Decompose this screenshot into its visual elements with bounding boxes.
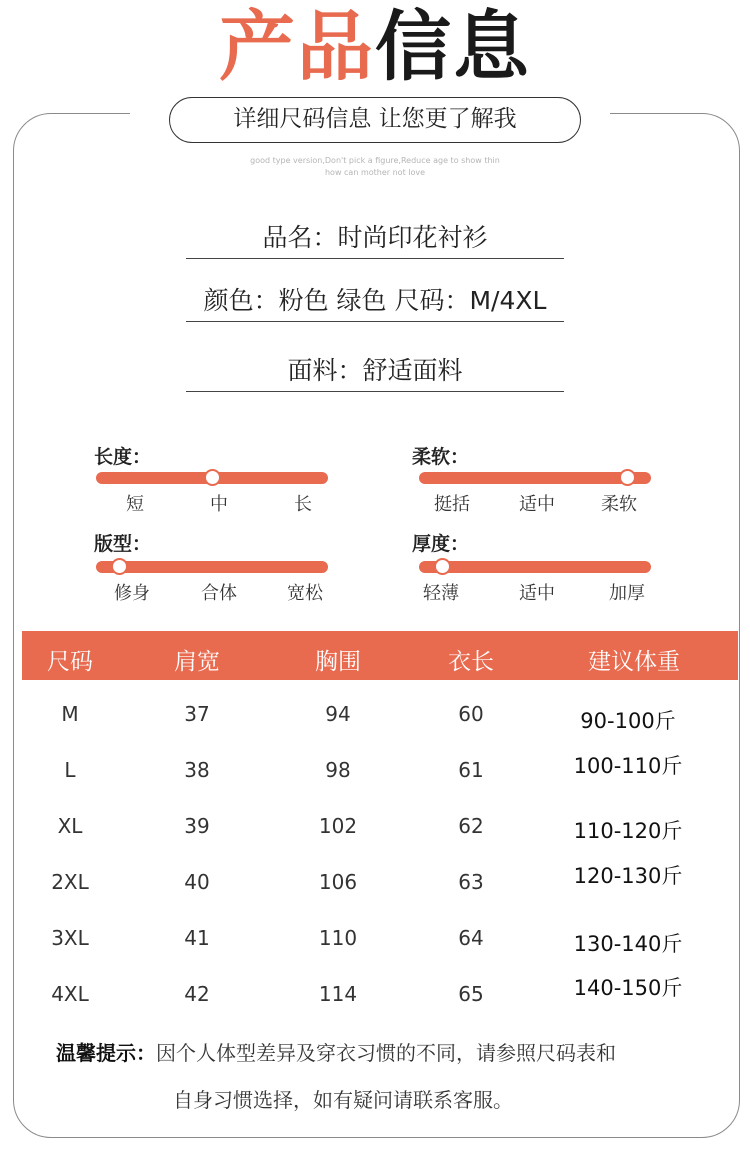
cell-shoulder-row-6: 42 [184, 982, 210, 1006]
attr-thickness-label: 厚度： [412, 533, 470, 555]
frame-gap-left [130, 108, 170, 120]
cell-size-row-6: 4XL [51, 982, 89, 1006]
tip-label: 温馨提示： [56, 1041, 156, 1065]
cell-length-row-5: 64 [458, 926, 484, 950]
attr-fit-tick-3: 宽松 [287, 583, 323, 604]
attr-length-tick-1: 短 [126, 494, 144, 515]
attr-fit-tick-2: 合体 [201, 583, 237, 604]
cell-chest-row-3: 102 [318, 814, 358, 838]
attr-fit-tick-1: 修身 [114, 583, 150, 604]
cell-length-row-2: 61 [458, 758, 484, 782]
cell-weight-row-6: 140-150斤 [573, 976, 683, 1000]
size-table-header [22, 631, 738, 680]
cell-weight-row-4: 120-130斤 [573, 864, 683, 888]
product-name: 品名：时尚印花衬衫 [186, 218, 564, 259]
attr-length-bar [96, 472, 328, 484]
cell-size-row-1: M [61, 702, 79, 726]
attr-softness-tick-2: 适中 [519, 494, 555, 515]
title-dark: 信息 [375, 2, 531, 91]
attr-thickness-knob [434, 558, 451, 575]
attr-fit-bar [96, 561, 328, 573]
tip-line-2: 自身习惯选择，如有疑问请联系客服。 [173, 1088, 513, 1112]
header-chest: 胸围 [315, 649, 361, 675]
attr-thickness-tick-1: 轻薄 [423, 583, 459, 604]
attr-softness-tick-1: 挺括 [434, 494, 470, 515]
cell-size-row-3: XL [57, 814, 83, 838]
attr-length-label: 长度： [94, 446, 152, 468]
cell-weight-row-1: 90-100斤 [580, 709, 676, 733]
cell-size-row-2: L [64, 758, 76, 782]
cell-length-row-6: 65 [458, 982, 484, 1006]
header-weight: 建议体重 [588, 649, 680, 675]
tip-text-1: 因个人体型差异及穿衣习惯的不同，请参照尺码表和 [156, 1041, 616, 1065]
header-shoulder: 肩宽 [174, 649, 220, 675]
frame-gap-right [580, 108, 610, 120]
cell-shoulder-row-4: 40 [184, 870, 210, 894]
cell-weight-row-3: 110-120斤 [573, 819, 683, 843]
header-size: 尺码 [47, 649, 93, 675]
cell-chest-row-6: 114 [318, 982, 358, 1006]
page-title [0, 2, 750, 92]
cell-shoulder-row-3: 39 [184, 814, 210, 838]
cell-length-row-1: 60 [458, 702, 484, 726]
product-fabric: 面料：舒适面料 [186, 351, 564, 392]
title-accent: 产品 [219, 2, 375, 91]
info-banner: 详细尺码信息 让您更了解我 [169, 97, 581, 143]
attr-length-tick-2: 中 [210, 494, 228, 515]
cell-size-row-5: 3XL [51, 926, 89, 950]
cell-chest-row-5: 110 [318, 926, 358, 950]
attr-softness-label: 柔软： [412, 446, 470, 468]
attr-thickness-bar [419, 561, 651, 573]
attr-thickness-tick-3: 加厚 [609, 583, 645, 604]
tip-line-1 [56, 1037, 616, 1066]
cell-weight-row-2: 100-110斤 [573, 754, 683, 778]
attr-fit-label: 版型： [94, 533, 152, 555]
cell-shoulder-row-2: 38 [184, 758, 210, 782]
tagline-line-1: good type version,Don't pick a figure,Reduce age to show thin [250, 156, 500, 165]
attr-fit-knob [111, 558, 128, 575]
cell-chest-row-1: 94 [325, 702, 351, 726]
tagline-line-2: how can mother not love [324, 168, 426, 177]
attr-length-knob [204, 469, 221, 486]
header-length: 衣长 [448, 649, 494, 675]
cell-size-row-4: 2XL [51, 870, 89, 894]
cell-weight-row-5: 130-140斤 [573, 932, 683, 956]
attr-length-tick-3: 长 [294, 494, 312, 515]
attr-softness-tick-3: 柔软 [601, 494, 637, 515]
cell-chest-row-4: 106 [318, 870, 358, 894]
attr-thickness-tick-2: 适中 [519, 583, 555, 604]
cell-length-row-3: 62 [458, 814, 484, 838]
cell-shoulder-row-5: 41 [184, 926, 210, 950]
product-color-size: 颜色：粉色 绿色 尺码：M/4XL [186, 281, 564, 322]
cell-length-row-4: 63 [458, 870, 484, 894]
cell-chest-row-2: 98 [325, 758, 351, 782]
attr-softness-bar [419, 472, 651, 484]
attr-softness-knob [619, 469, 636, 486]
cell-shoulder-row-1: 37 [184, 702, 210, 726]
